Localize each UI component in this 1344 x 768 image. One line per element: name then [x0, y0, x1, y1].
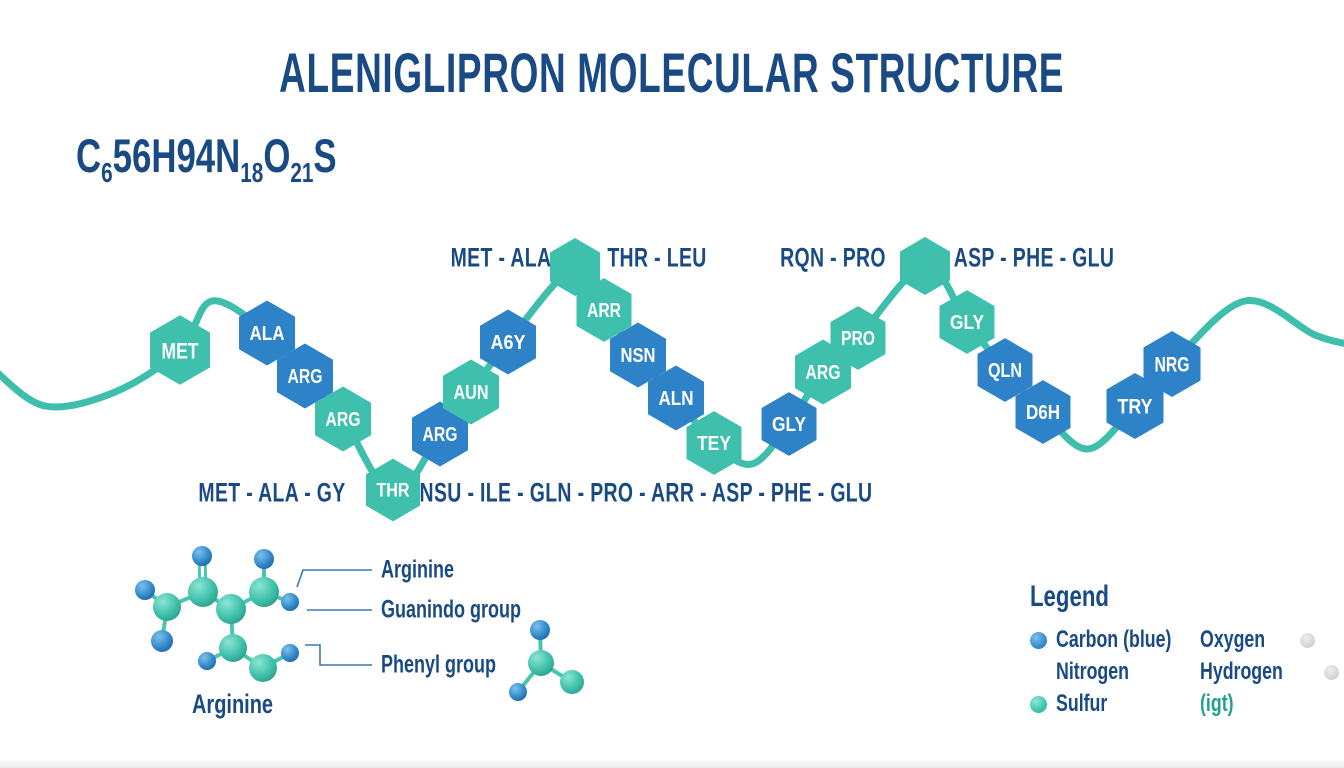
sequence-label-text: NSU - ILE - GLN - PRO - ARR - ASP - PHE - GLU	[419, 477, 873, 508]
sequence-label-text: THR - LEU	[607, 242, 707, 273]
atom-carbon-sphere	[249, 654, 277, 682]
sequence-label	[431, 243, 571, 274]
hexagon-label: ARG	[805, 362, 841, 384]
legend-item-oxygen: Oxygen	[1200, 626, 1339, 654]
hexagon-label: PRO	[841, 328, 875, 350]
sequence-label	[922, 243, 1145, 274]
atom-nitrogen-sphere	[192, 546, 212, 566]
sequence-label	[759, 243, 906, 274]
atom-nitrogen-sphere	[281, 644, 299, 662]
formula-segment: C	[76, 129, 102, 182]
hexagon-label: GLY	[772, 414, 807, 436]
formula-segment: O	[263, 129, 291, 182]
legend-item-igt: (igt)	[1200, 690, 1234, 717]
atom-carbon-sphere	[153, 593, 181, 621]
hexagon-label: A6Y	[490, 332, 527, 354]
atom-nitrogen-sphere	[509, 683, 527, 701]
callout-label	[381, 651, 541, 680]
hexagon-label: ALA	[249, 323, 285, 345]
bottom-fade	[0, 758, 1344, 768]
formula-subscript: 18	[240, 157, 264, 188]
sequence-label	[332, 478, 961, 509]
atom-nitrogen-sphere	[151, 630, 173, 652]
callout-label-text: Phenyl group	[381, 650, 497, 679]
molecule-caption-text: Arginine	[192, 689, 274, 719]
arginine-ball-stick-model	[135, 546, 299, 682]
hexagon-label: ALN	[658, 388, 694, 410]
atom-carbon-sphere	[560, 670, 584, 694]
hexagon-label: AUN	[453, 382, 489, 404]
atom-nitrogen-sphere	[198, 652, 216, 670]
formula-segment: 56H94N	[112, 129, 241, 182]
hexagon-label: QLN	[988, 360, 1022, 382]
sequence-label-text: MET - ALA - GY	[198, 477, 346, 508]
hydrogen-dot-icon	[1324, 665, 1339, 680]
legend-grid	[1030, 624, 1339, 720]
formula-subscript: 21	[290, 157, 314, 188]
sequence-label	[588, 243, 726, 274]
callout-label	[381, 596, 575, 625]
sulfur-dot-icon	[1030, 696, 1047, 713]
callout-lines	[297, 570, 372, 665]
callout-line	[297, 570, 372, 587]
legend-item-hydrogen: Hydrogen	[1200, 658, 1339, 686]
hexagon-label: ARR	[587, 300, 622, 322]
callout-label	[381, 556, 482, 585]
hexagon-label: ARG	[422, 424, 458, 446]
callout-label-text: Guanindo group	[381, 595, 521, 624]
legend-item-carbon: Carbon (blue)	[1030, 626, 1200, 654]
formula-segment: S	[313, 129, 337, 182]
legend-title: Legend	[1030, 580, 1109, 613]
dot-spacer	[1030, 664, 1047, 681]
oxygen-dot-icon	[1300, 633, 1315, 648]
atom-nitrogen-sphere	[254, 549, 274, 569]
legend-item-nitrogen: Nitrogen	[1030, 658, 1200, 686]
atom-nitrogen-sphere	[281, 593, 299, 611]
atom-carbon-sphere	[216, 594, 246, 624]
page-title: ALENIGLIPRON MOLECULAR STRUCTURE	[279, 41, 1065, 104]
sequence-label-text: RQN - PRO	[780, 242, 886, 273]
hexagon-label: THR	[376, 480, 410, 502]
hexagon-label: ARG	[287, 366, 323, 388]
hexagon-label: GLY	[950, 312, 985, 334]
atom-carbon-sphere	[188, 577, 218, 607]
atom-carbon-sphere	[219, 634, 247, 662]
hexagon-label: D6H	[1026, 402, 1060, 424]
hexagon-label: MET	[161, 338, 199, 364]
molecule-caption	[192, 689, 302, 720]
legend-item-sulfur: Sulfur	[1030, 690, 1200, 718]
atom-carbon-sphere	[249, 577, 279, 607]
sequence-label-text: ASP - PHE - GLU	[953, 242, 1115, 273]
callout-label-text: Arginine	[381, 555, 455, 584]
carbon-dot-icon	[1030, 632, 1047, 649]
sequence-label-text: MET - ALA	[450, 242, 552, 273]
callout-line	[305, 645, 372, 665]
atom-nitrogen-sphere	[135, 580, 155, 600]
legend	[1030, 580, 1339, 720]
hexagon-label: TRY	[1117, 395, 1153, 419]
hexagon-label: TEY	[697, 433, 732, 455]
formula-subscript: 6	[101, 157, 113, 188]
hexagon-label: NRG	[1154, 353, 1190, 377]
hexagon-label: NSN	[620, 345, 656, 367]
hexagon-label: ARG	[325, 409, 361, 431]
